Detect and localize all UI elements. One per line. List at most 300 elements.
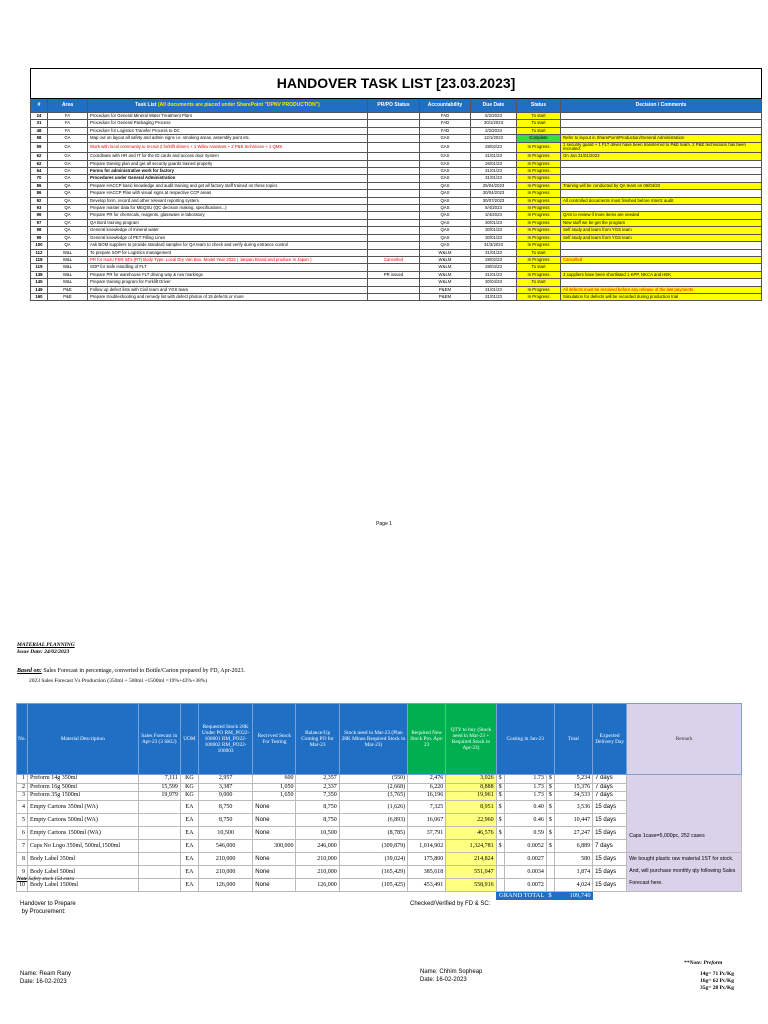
material-remark: We bought plastic raw material 1ST for stock. And, will purchase monthly qty following Sales Forecast here. — [627, 852, 742, 891]
task-accountability: QAS — [420, 182, 471, 189]
task-pr-status — [368, 279, 420, 286]
material-required-new: 453,491 — [408, 878, 446, 891]
task-decision: On Jan 31/01/2023 — [561, 153, 762, 160]
material-total: 4,024 — [554, 878, 592, 891]
task-due-date: 28/02/23 — [471, 142, 517, 153]
material-uom: EA — [180, 865, 198, 878]
material-uom: EA — [180, 878, 198, 891]
checked-verified-label: Checked/Verified by FD & SC: — [410, 901, 491, 907]
material-stock-needed: (2,668) — [339, 783, 407, 792]
col-header-decision: Decision / Comments — [561, 99, 762, 113]
task-decision — [561, 160, 762, 167]
col-header-due-date: Due Date — [471, 99, 517, 113]
task-due-date: 31/01/23 — [471, 168, 517, 175]
material-no: 7 — [17, 839, 28, 852]
table-row — [31, 249, 762, 256]
material-uom: EA — [180, 800, 198, 813]
material-total-currency: $ — [546, 792, 554, 801]
grand-total-value: 109,740 — [554, 891, 592, 900]
task-due-date: 31/01/23 — [471, 271, 517, 278]
material-uom: EA — [180, 839, 198, 852]
mp-header-total: Total — [554, 704, 592, 775]
task-accountability: QAS — [420, 190, 471, 197]
task-status: In Progress — [517, 142, 561, 153]
material-received: None — [253, 852, 296, 865]
material-required-new: 385,618 — [408, 865, 446, 878]
task-accountability: GAS — [420, 160, 471, 167]
mp-header-remark: Remark — [627, 704, 742, 775]
material-balance: 246,000 — [296, 839, 339, 852]
material-delivery: 15 days — [593, 813, 627, 826]
task-decision: QAS to review if more items are needed — [561, 212, 762, 219]
note-text: Safety stock 15d extra — [27, 876, 75, 882]
signer-1-name: Name: Ream Rany — [20, 971, 72, 977]
task-area: QA — [48, 227, 88, 234]
table-row — [31, 168, 762, 175]
material-costing: 0.46 — [504, 813, 546, 826]
task-area: W&L — [48, 249, 88, 256]
task-number: 86 — [31, 182, 48, 189]
mp-header-requested-stock: Requested Stock 28K Under PO RM_PO22-100001 RM_PO22-100002 RM_PO22-100003 — [198, 704, 252, 775]
table-row — [31, 135, 762, 142]
task-area: QA — [48, 242, 88, 249]
material-delivery: 15 days — [593, 826, 627, 839]
task-due-date: 28/02/23 — [471, 256, 517, 263]
grand-total-spacer — [593, 891, 742, 900]
task-status: In Progress — [517, 190, 561, 197]
task-due-date: 31/01/23 — [471, 286, 517, 293]
task-description: Prepare troubleshooting and remedy list with defect photos of 15 defects or more — [88, 293, 368, 300]
material-description: Empty Cartons 1500ml (WA) — [28, 826, 139, 839]
material-total-currency: $ — [546, 783, 554, 792]
material-received: None — [253, 878, 296, 891]
note-label: Note — [17, 876, 28, 882]
task-pr-status — [368, 190, 420, 197]
handover-prepare-label: Handover to Prepare by Procurement: — [20, 901, 76, 915]
task-accountability: QAS — [420, 227, 471, 234]
material-requested: 210,000 — [198, 865, 252, 878]
task-area: GA — [48, 175, 88, 182]
mp-header-balance: Balance/Up Coming PO for Mar-23 — [296, 704, 339, 775]
task-due-date: 2/2/2023 — [471, 127, 517, 134]
task-description: Forms for administrative work for factory — [88, 168, 368, 175]
table-row — [31, 127, 762, 134]
material-uom: EA — [180, 826, 198, 839]
preform-16g: 16g= 62 Pc/Kg — [700, 978, 734, 984]
task-accountability: P&EM — [420, 286, 471, 293]
task-accountability: GAS — [420, 135, 471, 142]
material-costing: 0.0027 — [504, 852, 546, 865]
task-status: To start — [517, 264, 561, 271]
task-number: 138 — [31, 271, 48, 278]
task-status: In Progress — [517, 175, 561, 182]
material-total-currency: $ — [546, 775, 554, 784]
grand-total-row — [17, 891, 742, 900]
task-accountability: QAS — [420, 219, 471, 226]
material-currency: $ — [496, 783, 504, 792]
task-due-date: 30/01/23 — [471, 219, 517, 226]
task-number: 118 — [31, 256, 48, 263]
material-currency: $ — [496, 775, 504, 784]
material-sales-forecast: 15,599 — [138, 783, 180, 792]
task-accountability: QAS — [420, 242, 471, 249]
material-costing: 0.59 — [504, 826, 546, 839]
material-sales-forecast: 19,979 — [138, 792, 180, 801]
material-stock-needed: (3,765) — [339, 792, 407, 801]
task-accountability: W&LM — [420, 249, 471, 256]
table-row — [31, 279, 762, 286]
task-number: 98 — [31, 227, 48, 234]
material-requested: 9,000 — [198, 792, 252, 801]
task-description: General knowledge of PET Filling Lines — [88, 234, 368, 241]
task-decision — [561, 175, 762, 182]
handover-task-rows — [31, 113, 762, 301]
task-due-date: 31/01/23 — [471, 293, 517, 300]
table-row — [31, 256, 762, 263]
task-decision — [561, 127, 762, 134]
task-number: 145 — [31, 279, 48, 286]
material-requested: 3,387 — [198, 783, 252, 792]
task-status: In Progress — [517, 205, 561, 212]
material-planning-table — [16, 703, 742, 900]
task-description: Prepare HACCP Plan with visual signs at respective CCP areas — [88, 190, 368, 197]
material-description: Empty Cartons 350ml (WA) — [28, 800, 139, 813]
task-pr-status: PR issued — [368, 271, 420, 278]
task-area: QA — [48, 212, 88, 219]
material-delivery: 7 days — [593, 839, 627, 852]
task-status: In Progress — [517, 219, 561, 226]
task-accountability: GAS — [420, 168, 471, 175]
task-pr-status: Cancelled — [368, 256, 420, 263]
task-description: Prepare HACCP basic knowledge and audit training and get all factory staff trained on these topics — [88, 182, 368, 189]
material-total: 34,533 — [554, 792, 592, 801]
material-requested: 210,000 — [198, 852, 252, 865]
material-received: None — [253, 826, 296, 839]
issue-date: Issue Date: 24/02/2023 — [17, 649, 70, 655]
task-area: GA — [48, 160, 88, 167]
task-pr-status — [368, 153, 420, 160]
material-costing: 1.73 — [504, 792, 546, 801]
material-stock-needed: (550) — [339, 775, 407, 784]
mp-header-uom: UOM — [180, 704, 198, 775]
material-qty-to-buy: 551,047 — [446, 865, 496, 878]
task-area: FA — [48, 120, 88, 127]
material-required-new: 37,791 — [408, 826, 446, 839]
material-stock-needed: (105,425) — [339, 878, 407, 891]
task-due-date: 30/01/23 — [471, 234, 517, 241]
task-area: W&L — [48, 279, 88, 286]
task-status: In Progress — [517, 271, 561, 278]
task-decision: All controlled documents must finished before Intertz audit — [561, 197, 762, 204]
task-number: 86 — [31, 190, 48, 197]
material-total: 580 — [554, 852, 592, 865]
mp-header-required-new-stock: Required New Stock Pro. Apr-23 — [408, 704, 446, 775]
material-row — [17, 852, 742, 865]
material-rows — [17, 775, 742, 900]
signer-1-date: Date: 16-02-2023 — [20, 979, 67, 985]
task-due-date: 31/01/23 — [471, 153, 517, 160]
task-description: Prepare PR for warehouse FLT driving way & row markings — [88, 271, 368, 278]
task-decision — [561, 264, 762, 271]
task-accountability: GAS — [420, 142, 471, 153]
col-header-status: Status — [517, 99, 561, 113]
signer-2-name: Name: Chhim Sopheap — [420, 969, 483, 975]
task-area: P&E — [48, 286, 88, 293]
task-decision: Self study and learn from YGS team — [561, 234, 762, 241]
task-area: W&L — [48, 264, 88, 271]
material-description: Preform 14g 350ml — [28, 775, 139, 784]
task-due-date: 28/04/23 — [471, 264, 517, 271]
material-qty-to-buy: 46,576 — [446, 826, 496, 839]
material-description: Body Label 500ml — [28, 865, 139, 878]
task-decision: Self study and learn from YGS team — [561, 227, 762, 234]
task-due-date: 30/07/2023 — [471, 197, 517, 204]
task-decision: Training will be conducted by QA team on 06/04/23 — [561, 182, 762, 189]
material-balance: 8,750 — [296, 813, 339, 826]
task-accountability: FAD — [420, 113, 471, 120]
task-due-date: 5/4/2023 — [471, 205, 517, 212]
material-sales-forecast — [138, 865, 180, 878]
material-remark — [627, 775, 742, 853]
task-pr-status — [368, 120, 420, 127]
material-required-new: 7,325 — [408, 800, 446, 813]
task-accountability: QAS — [420, 205, 471, 212]
mp-header-costing: Costing in Jan-23 — [496, 704, 554, 775]
task-description: SOP for Safe Handling of FLT — [88, 264, 368, 271]
material-balance: 7,350 — [296, 792, 339, 801]
table-row — [31, 219, 762, 226]
material-required-new: 6,220 — [408, 783, 446, 792]
table-row — [31, 182, 762, 189]
material-sales-forecast — [138, 813, 180, 826]
task-area: QA — [48, 197, 88, 204]
task-decision: Refer to layout in SharePoint/Production/General Administration — [561, 135, 762, 142]
task-number: 149 — [31, 286, 48, 293]
task-area: W&L — [48, 256, 88, 263]
material-no: 6 — [17, 826, 28, 839]
material-no: 9 — [17, 865, 28, 878]
task-area: GA — [48, 153, 88, 160]
material-requested: 8,750 — [198, 813, 252, 826]
material-sales-forecast — [138, 852, 180, 865]
material-no: 1 — [17, 775, 28, 784]
material-received: None — [253, 813, 296, 826]
material-sales-forecast — [138, 878, 180, 891]
material-description: Preform 16g 500ml — [28, 783, 139, 792]
material-uom: EA — [180, 852, 198, 865]
task-area: FA — [48, 113, 88, 120]
task-decision: New staff we be get the program — [561, 219, 762, 226]
material-total: 27,247 — [554, 826, 592, 839]
task-description: Prepare training plan and get all security guards trained properly — [88, 160, 368, 167]
material-delivery: 15 days — [593, 865, 627, 878]
task-status: In Progress — [517, 160, 561, 167]
handover-task-table — [30, 68, 762, 301]
task-decision: Cancelled — [561, 256, 762, 263]
material-required-new: 175,800 — [408, 852, 446, 865]
preform-14g: 14g= 71 Pc/Kg — [700, 971, 734, 977]
material-sales-forecast: 7,111 — [138, 775, 180, 784]
material-balance: 126,000 — [296, 878, 339, 891]
grand-total-label: GRAND TOTAL — [496, 891, 546, 900]
material-no: 8 — [17, 852, 28, 865]
page-number: Page 1 — [376, 521, 392, 527]
task-area: QA — [48, 182, 88, 189]
material-description: Preform 35g 1500ml — [28, 792, 139, 801]
material-requested: 126,000 — [198, 878, 252, 891]
task-number: 99 — [31, 234, 48, 241]
material-total-currency — [546, 852, 554, 865]
preform-note-title: **Note: Preform — [684, 960, 723, 966]
task-due-date: 25/04/2023 — [471, 182, 517, 189]
task-area: QA — [48, 205, 88, 212]
task-pr-status — [368, 168, 420, 175]
task-status: In Progress — [517, 256, 561, 263]
material-received: 1,650 — [253, 792, 296, 801]
task-number: 64 — [31, 168, 48, 175]
task-accountability: GAS — [420, 175, 471, 182]
task-number: 31 — [31, 120, 48, 127]
task-header-label: Task List — [135, 102, 158, 109]
mp-header-sales-forecast: Sales Forecast in Apr-23 (3 SKU) — [138, 704, 180, 775]
task-accountability: QAS — [420, 197, 471, 204]
task-number: 58 — [31, 135, 48, 142]
task-status: In Progress — [517, 168, 561, 175]
task-accountability: W&LM — [420, 256, 471, 263]
table-row — [31, 175, 762, 182]
material-balance: 210,000 — [296, 865, 339, 878]
task-area: QA — [48, 219, 88, 226]
material-costing: 0.0052 — [504, 839, 546, 852]
material-total: 10,447 — [554, 813, 592, 826]
mp-header-description: Material Description — [28, 704, 139, 775]
material-received: 600 — [253, 775, 296, 784]
material-received: 1,050 — [253, 783, 296, 792]
task-description: Prepare training program for Forklift Driver — [88, 279, 368, 286]
task-description: Procedure for General Packaging Process — [88, 120, 368, 127]
task-accountability: W&LM — [420, 264, 471, 271]
material-description: Body Label 1500ml — [28, 878, 139, 891]
material-total: 5,234 — [554, 775, 592, 784]
task-pr-status — [368, 219, 420, 226]
material-total: 1,874 — [554, 865, 592, 878]
table-row — [31, 153, 762, 160]
task-pr-status — [368, 249, 420, 256]
task-status: To start — [517, 127, 561, 134]
material-qty-to-buy: 214,824 — [446, 852, 496, 865]
table-row — [31, 212, 762, 219]
material-total-currency: $ — [546, 839, 554, 852]
task-accountability: QAS — [420, 234, 471, 241]
table-row — [31, 293, 762, 300]
task-header-note: (All documents are placed under SharePoint "DPNV PRODUCTION") — [157, 102, 320, 109]
material-stock-needed: (1,626) — [339, 800, 407, 813]
task-decision: 1 security guard + 1 FLT driver have been transferred to P&E team. 2 P&E technicians has been recruited. — [561, 142, 762, 153]
task-decision — [561, 242, 762, 249]
task-decision — [561, 279, 762, 286]
task-description: Follow up defect lists with Civil team and YGS team — [88, 286, 368, 293]
material-required-new: 1,014,902 — [408, 839, 446, 852]
table-row — [31, 190, 762, 197]
task-description: Coordinate with HR and IT for the ID cards and access door system — [88, 153, 368, 160]
task-number: 70 — [31, 175, 48, 182]
mp-header-qty-to-buy: QTY to buy (Stock need in Mar-23 + Required Stock in Apr-23) — [446, 704, 496, 775]
material-costing: 1.73 — [504, 775, 546, 784]
material-total-currency: $ — [546, 826, 554, 839]
material-currency: $ — [496, 826, 504, 839]
task-status: To start — [517, 279, 561, 286]
material-no: 5 — [17, 813, 28, 826]
task-due-date: 30/01/23 — [471, 227, 517, 234]
task-status: In Progress — [517, 242, 561, 249]
task-number: 59 — [31, 142, 48, 153]
sales-forecast-line: 2023 Sales Forecast Vs Production (350ml + 500ml +1500ml =19%+43%+38%) — [29, 678, 208, 684]
material-currency: $ — [496, 792, 504, 801]
task-due-date: 26/01/23 — [471, 160, 517, 167]
material-total: 3,536 — [554, 800, 592, 813]
material-balance: 8,750 — [296, 800, 339, 813]
table-row — [31, 120, 762, 127]
material-total-currency — [546, 878, 554, 891]
task-status: In Progress — [517, 286, 561, 293]
material-delivery: 15 days — [593, 878, 627, 891]
task-pr-status — [368, 234, 420, 241]
material-description: Body Label 350ml — [28, 852, 139, 865]
material-sales-forecast — [138, 839, 180, 852]
task-status: In Progress — [517, 182, 561, 189]
material-total: 6,889 — [554, 839, 592, 852]
grand-total-spacer — [17, 891, 497, 900]
material-no: 10 — [17, 878, 28, 891]
table-row — [31, 264, 762, 271]
mp-header-stock-needed: Stock need in Mar-23 (Plan 28K Minus Required Stock in Mar-23) — [339, 704, 407, 775]
col-header-task-list — [88, 99, 368, 113]
material-total-currency: $ — [546, 800, 554, 813]
task-due-date: 31/01/23 — [471, 249, 517, 256]
table-row — [31, 242, 762, 249]
material-row — [17, 775, 742, 784]
task-accountability: W&LM — [420, 271, 471, 278]
task-pr-status — [368, 160, 420, 167]
material-total: 15,376 — [554, 783, 592, 792]
table-row — [31, 142, 762, 153]
material-delivery: 15 days — [593, 852, 627, 865]
mp-header-delivery: Expected Delivery Day — [593, 704, 627, 775]
task-pr-status — [368, 293, 420, 300]
task-due-date: 5/2/2023 — [471, 113, 517, 120]
material-currency — [496, 878, 504, 891]
task-pr-status — [368, 197, 420, 204]
material-costing: 1.73 — [504, 783, 546, 792]
task-due-date: 3/4/2023 — [471, 212, 517, 219]
material-requested: 546,000 — [198, 839, 252, 852]
task-decision — [561, 113, 762, 120]
material-qty-to-buy: 3,026 — [446, 775, 496, 784]
task-status: In Progress — [517, 212, 561, 219]
task-status: To start — [517, 120, 561, 127]
task-accountability: QAS — [420, 212, 471, 219]
material-description: Empty Cartons 500ml (WA) — [28, 813, 139, 826]
task-area: GA — [48, 142, 88, 153]
material-uom: KG — [180, 792, 198, 801]
task-status: In Progress — [517, 234, 561, 241]
task-description: Procedure for Logistics Transfer Process to DC — [88, 127, 368, 134]
task-status: To start — [517, 113, 561, 120]
col-header-area: Area — [48, 99, 88, 113]
material-requested: 2,957 — [198, 775, 252, 784]
task-decision — [561, 168, 762, 175]
task-status: In Progress — [517, 227, 561, 234]
